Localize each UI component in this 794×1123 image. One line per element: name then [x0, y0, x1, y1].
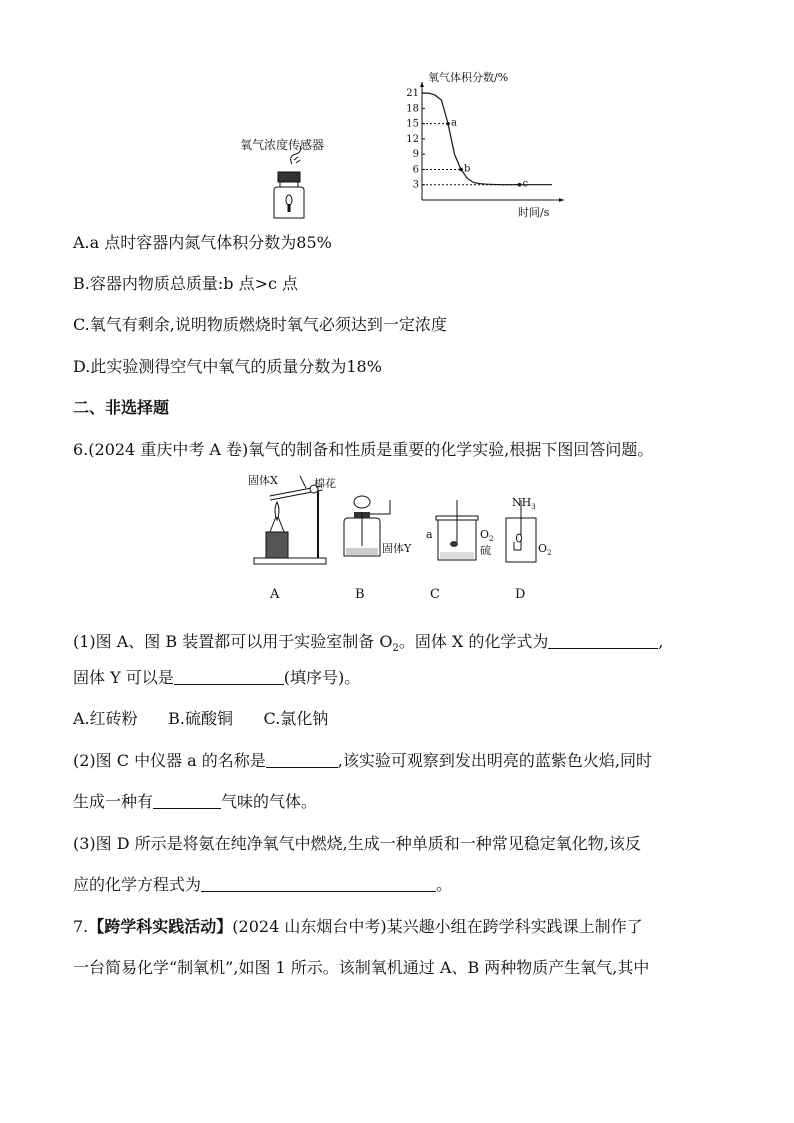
q6-part3-line2: 应的化学方程式为 。 [73, 875, 453, 894]
y-tick-label: 15 [406, 118, 419, 130]
label-sulfur: 硫 [480, 544, 491, 557]
caption-a: A [270, 587, 280, 602]
caption-c: C [430, 587, 440, 602]
q6-part2-line2: 生成一种有 气味的气体。 [73, 792, 318, 811]
option-c: C.氧气有剩余,说明物质燃烧时氧气必须达到一定浓度 [73, 315, 447, 334]
section-title: 二、非选择题 [73, 398, 170, 417]
label-o2-d: $O_2$ [538, 542, 552, 557]
label-solid-y: 固体Y [382, 542, 412, 555]
q6-stem: 6.(2024 重庆中考 A 卷)氧气的制备和性质是重要的化学实验,根据下图回答问题。 [73, 440, 654, 459]
oxygen-chart-svg [400, 68, 580, 218]
answer-blank-a[interactable] [266, 751, 338, 768]
apparatus-figure [240, 470, 560, 610]
sensor-bottle-icon [230, 130, 350, 225]
point-label-a: a [451, 117, 457, 129]
y-axis-arrow [420, 82, 424, 87]
point-label-c: c [522, 178, 529, 190]
sensor-label: 氧气浓度传感器 [240, 138, 325, 152]
oxygen-curve [422, 93, 552, 185]
chart-ylabel: 氧气体积分数/% [428, 71, 509, 84]
y-tick-label: 9 [412, 149, 419, 161]
answer-blank-smell[interactable] [153, 792, 221, 809]
oxygen-chart [400, 68, 580, 218]
caption-d: D [515, 587, 526, 602]
q6-choices: A.红砖粉 B.硫酸铜 C.氯化钠 [73, 709, 329, 728]
apparatus-svg [240, 470, 560, 610]
label-solid-x: 固体X [248, 474, 278, 487]
option-b: B.容器内物质总质量:b 点>c 点 [73, 274, 299, 293]
point-b [459, 168, 463, 172]
label-nh3: $NH_3$ [512, 496, 536, 511]
y-tick-label: 6 [412, 164, 419, 176]
label-a: a [426, 528, 433, 541]
answer-blank-x[interactable] [548, 632, 658, 649]
caption-b: B [355, 587, 365, 602]
sensor-figure [230, 130, 350, 225]
q7-line2: 一台简易化学“制氧机”,如图 1 所示。该制氧机通过 A、B 两种物质产生氧气,其中 [73, 958, 650, 977]
answer-blank-equation[interactable] [201, 875, 436, 892]
q6-part2-line1: (2)图 C 中仪器 a 的名称是 ,该实验可观察到发出明亮的蓝紫色火焰,同时 [73, 751, 652, 770]
q6-part1-line1: (1)图 A、图 B 装置都可以用于实验室制备 $O_2$。固体 X 的化学式为 , [73, 632, 664, 655]
answer-blank-y[interactable] [174, 668, 284, 685]
apparatus-c-icon [436, 500, 478, 560]
q6-part1-line2: 固体 Y 可以是 (填序号)。 [73, 668, 361, 687]
y-tick-label: 18 [406, 103, 419, 115]
y-tick-label: 21 [406, 88, 419, 100]
label-cotton: 棉花 [314, 477, 336, 490]
label-o2-c: $O_2$ [480, 528, 494, 543]
point-c [518, 183, 522, 187]
option-d: D.此实验测得空气中氧气的质量分数为18% [73, 357, 382, 376]
q6-part3-line1: (3)图 D 所示是将氨在纯净氧气中燃烧,生成一种单质和一种常见稳定氧化物,该反 [73, 834, 641, 853]
y-tick-label: 3 [412, 179, 419, 191]
option-a: A.a 点时容器内氮气体积分数为85% [73, 233, 332, 252]
point-a [446, 122, 450, 126]
point-label-b: b [464, 163, 471, 175]
x-axis-arrow [559, 198, 564, 202]
chart-xlabel: 时间/s [518, 206, 550, 218]
y-tick-label: 12 [406, 133, 419, 145]
q7-line1: 7.【跨学科实践活动】(2024 山东烟台中考)某兴趣小组在跨学科实践课上制作了 [73, 917, 643, 936]
